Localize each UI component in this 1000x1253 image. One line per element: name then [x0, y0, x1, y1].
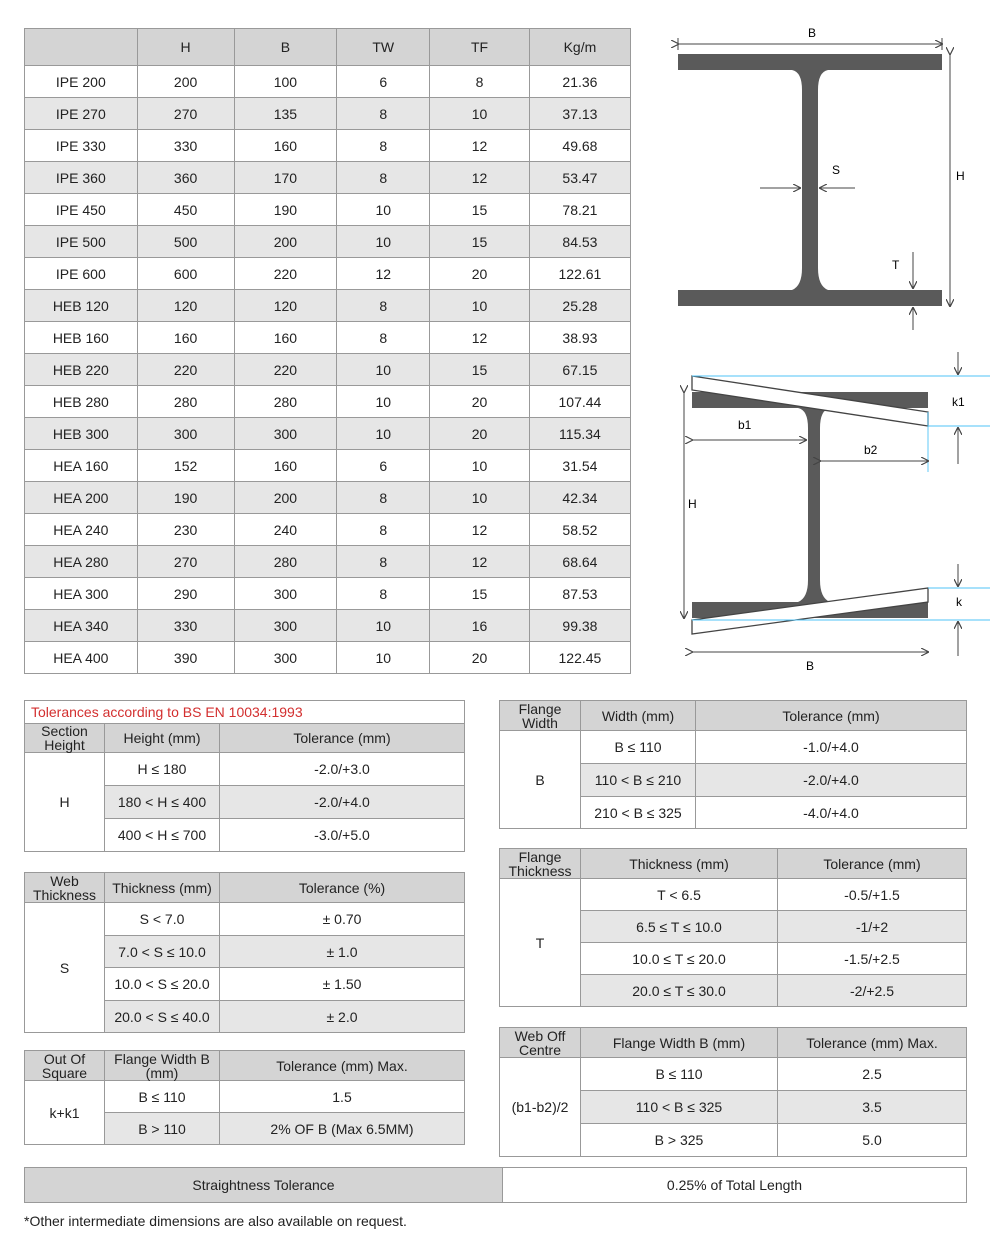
- table-row: [25, 130, 631, 162]
- table-cell: 170: [234, 162, 337, 194]
- tolerance-cell: -4.0/+4.0: [696, 797, 967, 829]
- table-cell: 300: [137, 418, 234, 450]
- table-cell: 12: [337, 258, 430, 290]
- table-cell: 53.47: [529, 162, 630, 194]
- table-cell: 49.68: [529, 130, 630, 162]
- column-header: Tolerance (mm) Max.: [220, 1051, 465, 1081]
- table-cell: 360: [137, 162, 234, 194]
- out-of-square-tolerance-table: [24, 1050, 465, 1145]
- tolerance-cell: 5.0: [778, 1124, 967, 1157]
- table-cell: 190: [137, 482, 234, 514]
- flange-thickness-tolerance-table: [499, 848, 967, 1007]
- range-cell: 20.0 < S ≤ 40.0: [105, 1001, 220, 1033]
- column-header: Section Height: [25, 724, 105, 753]
- table-cell: 15: [430, 226, 530, 258]
- table-row: [25, 98, 631, 130]
- range-cell: 6.5 ≤ T ≤ 10.0: [581, 911, 778, 943]
- table-cell: 160: [234, 322, 337, 354]
- column-header: Out Of Square: [25, 1051, 105, 1081]
- table-row: [25, 642, 631, 674]
- table-cell: 160: [234, 130, 337, 162]
- table-row: [25, 194, 631, 226]
- tolerance-cell: -1.0/+4.0: [696, 731, 967, 764]
- table-cell: 10: [337, 354, 430, 386]
- table-cell: 220: [137, 354, 234, 386]
- table-cell: 280: [234, 546, 337, 578]
- table-cell: 10: [430, 450, 530, 482]
- table-cell: 500: [137, 226, 234, 258]
- column-header: TW: [337, 29, 430, 66]
- table-cell: 240: [234, 514, 337, 546]
- table-cell: 135: [234, 98, 337, 130]
- table-cell: 200: [137, 66, 234, 98]
- table-row: [25, 418, 631, 450]
- table-row: [500, 731, 967, 764]
- dim-label-s: S: [832, 163, 841, 177]
- dim-label-b: B: [806, 659, 815, 672]
- group-cell: T: [500, 879, 581, 1007]
- table-cell: 20: [430, 418, 530, 450]
- tolerance-cell: -2.0/+4.0: [220, 786, 465, 819]
- tolerance-cell: -2.0/+4.0: [696, 764, 967, 797]
- table-cell: 10: [337, 226, 430, 258]
- column-header: Tolerance (mm): [220, 724, 465, 753]
- tolerance-cell: 1.5: [220, 1081, 465, 1113]
- table-cell: 6: [337, 66, 430, 98]
- section-height-tolerance-table: [24, 700, 465, 852]
- table-cell: 160: [234, 450, 337, 482]
- table-row: [25, 290, 631, 322]
- tolerance-cell: ± 0.70: [220, 903, 465, 936]
- table-row: [25, 322, 631, 354]
- table-cell: 10: [337, 610, 430, 642]
- table-cell: 15: [430, 354, 530, 386]
- table-cell: 8: [337, 578, 430, 610]
- section-name-cell: HEA 340: [25, 610, 138, 642]
- table-cell: 10: [430, 482, 530, 514]
- table-cell: 230: [137, 514, 234, 546]
- table-row: [25, 354, 631, 386]
- column-header: Kg/m: [529, 29, 630, 66]
- range-cell: 110 < B ≤ 325: [581, 1091, 778, 1124]
- range-cell: T < 6.5: [581, 879, 778, 911]
- column-header: Flange Width B (mm): [581, 1028, 778, 1058]
- table-cell: 270: [137, 98, 234, 130]
- group-cell: k+k1: [25, 1081, 105, 1145]
- i-beam-section-diagram: [660, 20, 980, 340]
- table-row: [25, 546, 631, 578]
- table-cell: 8: [430, 66, 530, 98]
- table-cell: 450: [137, 194, 234, 226]
- section-name-cell: HEB 300: [25, 418, 138, 450]
- column-header: Flange Width B (mm): [105, 1051, 220, 1081]
- table-cell: 122.61: [529, 258, 630, 290]
- section-name-cell: HEA 300: [25, 578, 138, 610]
- table-cell: 10: [430, 98, 530, 130]
- group-cell: (b1-b2)/2: [500, 1058, 581, 1157]
- tolerance-cell: -1.5/+2.5: [778, 943, 967, 975]
- dim-label-t: T: [892, 258, 900, 272]
- table-cell: 220: [234, 258, 337, 290]
- range-cell: 10.0 < S ≤ 20.0: [105, 968, 220, 1001]
- table-cell: 31.54: [529, 450, 630, 482]
- flange-width-tolerance-table: [499, 700, 967, 829]
- table-cell: 280: [137, 386, 234, 418]
- section-name-cell: HEA 200: [25, 482, 138, 514]
- tolerance-cell: -2/+2.5: [778, 975, 967, 1007]
- group-cell: S: [25, 903, 105, 1033]
- column-header: Width (mm): [581, 701, 696, 731]
- section-name-cell: HEB 160: [25, 322, 138, 354]
- table-cell: 200: [234, 482, 337, 514]
- range-cell: 10.0 ≤ T ≤ 20.0: [581, 943, 778, 975]
- table-cell: 122.45: [529, 642, 630, 674]
- table-row: [25, 66, 631, 98]
- column-header: Height (mm): [105, 724, 220, 753]
- table-cell: 8: [337, 546, 430, 578]
- dim-label-b1: b1: [738, 418, 752, 432]
- table-cell: 20: [430, 386, 530, 418]
- footnote: *Other intermediate dimensions are also available on request.: [24, 1213, 407, 1229]
- group-cell: B: [500, 731, 581, 829]
- section-name-cell: HEB 220: [25, 354, 138, 386]
- tolerance-cell: ± 2.0: [220, 1001, 465, 1033]
- section-name-cell: IPE 500: [25, 226, 138, 258]
- table-cell: 12: [430, 546, 530, 578]
- tolerance-cell: -1/+2: [778, 911, 967, 943]
- table-cell: 12: [430, 514, 530, 546]
- dim-label-b2: b2: [864, 443, 878, 457]
- column-header: Thickness (mm): [105, 873, 220, 903]
- dim-label-k: k: [956, 595, 962, 609]
- table-cell: 16: [430, 610, 530, 642]
- table-row: [25, 482, 631, 514]
- table-row: [25, 450, 631, 482]
- section-name-cell: HEA 160: [25, 450, 138, 482]
- table-cell: 220: [234, 354, 337, 386]
- table-cell: 15: [430, 578, 530, 610]
- table-cell: 38.93: [529, 322, 630, 354]
- table-cell: 160: [137, 322, 234, 354]
- table-cell: 152: [137, 450, 234, 482]
- table-cell: 12: [430, 130, 530, 162]
- table-cell: 8: [337, 514, 430, 546]
- range-cell: S < 7.0: [105, 903, 220, 936]
- column-header: Flange Width: [500, 701, 581, 731]
- range-cell: 180 < H ≤ 400: [105, 786, 220, 819]
- dim-label-k1: k1: [952, 395, 965, 409]
- table-cell: 67.15: [529, 354, 630, 386]
- section-name-cell: HEB 280: [25, 386, 138, 418]
- range-cell: 210 < B ≤ 325: [581, 797, 696, 829]
- table-cell: 6: [337, 450, 430, 482]
- table-cell: 390: [137, 642, 234, 674]
- section-name-cell: HEA 240: [25, 514, 138, 546]
- table-cell: 20: [430, 258, 530, 290]
- column-header: H: [137, 29, 234, 66]
- table-cell: 10: [337, 418, 430, 450]
- table-cell: 107.44: [529, 386, 630, 418]
- table-cell: 100: [234, 66, 337, 98]
- column-header: Tolerance (mm) Max.: [778, 1028, 967, 1058]
- table-cell: 8: [337, 290, 430, 322]
- table-cell: 300: [234, 610, 337, 642]
- column-header: Thickness (mm): [581, 849, 778, 879]
- column-header: Tolerance (mm): [696, 701, 967, 731]
- table-cell: 300: [234, 578, 337, 610]
- table-row: [25, 903, 465, 936]
- table-row: [25, 514, 631, 546]
- table-row: [25, 753, 465, 786]
- web-off-centre-tolerance-table: [499, 1027, 967, 1157]
- column-header: Tolerance (mm): [778, 849, 967, 879]
- table-cell: 12: [430, 322, 530, 354]
- table-cell: 25.28: [529, 290, 630, 322]
- table-cell: 330: [137, 130, 234, 162]
- straightness-value: 0.25% of Total Length: [503, 1168, 967, 1203]
- table-cell: 600: [137, 258, 234, 290]
- section-name-cell: IPE 600: [25, 258, 138, 290]
- section-name-cell: IPE 450: [25, 194, 138, 226]
- table-cell: 10: [337, 194, 430, 226]
- table-row: [25, 386, 631, 418]
- section-name-cell: HEA 280: [25, 546, 138, 578]
- range-cell: 7.0 < S ≤ 10.0: [105, 936, 220, 968]
- table-cell: 15: [430, 194, 530, 226]
- column-header: [25, 29, 138, 66]
- straightness-tolerance-table: [24, 1167, 967, 1203]
- section-name-cell: IPE 270: [25, 98, 138, 130]
- tolerance-cell: 3.5: [778, 1091, 967, 1124]
- table-row: [500, 1058, 967, 1091]
- table-cell: 99.38: [529, 610, 630, 642]
- table-cell: 270: [137, 546, 234, 578]
- section-name-cell: IPE 200: [25, 66, 138, 98]
- tolerance-cell: ± 1.0: [220, 936, 465, 968]
- table-cell: 290: [137, 578, 234, 610]
- i-beam-profile: [678, 54, 942, 306]
- i-beam-profile: [692, 392, 928, 618]
- column-header: Web Thickness: [25, 873, 105, 903]
- table-header-row: [25, 29, 631, 66]
- table-cell: 330: [137, 610, 234, 642]
- table-cell: 21.36: [529, 66, 630, 98]
- table-row: [25, 1081, 465, 1113]
- table-cell: 42.34: [529, 482, 630, 514]
- table-cell: 12: [430, 162, 530, 194]
- dim-label-h: H: [956, 169, 965, 183]
- table-cell: 200: [234, 226, 337, 258]
- tolerance-cell: -3.0/+5.0: [220, 819, 465, 852]
- table-cell: 120: [137, 290, 234, 322]
- range-cell: B > 110: [105, 1113, 220, 1145]
- tolerance-cell: 2% OF B (Max 6.5MM): [220, 1113, 465, 1145]
- table-cell: 20: [430, 642, 530, 674]
- table-cell: 68.64: [529, 546, 630, 578]
- column-header: TF: [430, 29, 530, 66]
- section-name-cell: IPE 330: [25, 130, 138, 162]
- table-cell: 58.52: [529, 514, 630, 546]
- table-cell: 8: [337, 162, 430, 194]
- table-cell: 300: [234, 418, 337, 450]
- tolerance-title: Tolerances according to BS EN 10034:1993: [25, 701, 465, 724]
- range-cell: B > 325: [581, 1124, 778, 1157]
- column-header: Web Off Centre: [500, 1028, 581, 1058]
- range-cell: B ≤ 110: [105, 1081, 220, 1113]
- table-cell: 8: [337, 98, 430, 130]
- column-header: Flange Thickness: [500, 849, 581, 879]
- table-cell: 8: [337, 482, 430, 514]
- table-cell: 87.53: [529, 578, 630, 610]
- table-row: [25, 610, 631, 642]
- table-row: [25, 162, 631, 194]
- column-header: Tolerance (%): [220, 873, 465, 903]
- group-cell: H: [25, 753, 105, 852]
- range-cell: B ≤ 110: [581, 731, 696, 764]
- out-of-square-diagram: [660, 348, 1000, 672]
- table-cell: 8: [337, 322, 430, 354]
- column-header: B: [234, 29, 337, 66]
- table-row: [25, 226, 631, 258]
- table-cell: 280: [234, 386, 337, 418]
- table-cell: 115.34: [529, 418, 630, 450]
- range-cell: 20.0 ≤ T ≤ 30.0: [581, 975, 778, 1007]
- table-cell: 10: [337, 642, 430, 674]
- table-cell: 10: [337, 386, 430, 418]
- table-row: [25, 578, 631, 610]
- table-cell: 37.13: [529, 98, 630, 130]
- table-cell: 8: [337, 130, 430, 162]
- web-thickness-tolerance-table: [24, 872, 465, 1033]
- table-cell: 120: [234, 290, 337, 322]
- straightness-label: Straightness Tolerance: [25, 1168, 503, 1203]
- dim-label-h: H: [688, 497, 697, 511]
- section-name-cell: IPE 360: [25, 162, 138, 194]
- table-cell: 190: [234, 194, 337, 226]
- dim-label-b: B: [808, 26, 817, 40]
- tolerance-cell: -0.5/+1.5: [778, 879, 967, 911]
- table-row: [500, 879, 967, 911]
- range-cell: 110 < B ≤ 210: [581, 764, 696, 797]
- table-cell: 300: [234, 642, 337, 674]
- section-name-cell: HEA 400: [25, 642, 138, 674]
- section-dimensions-table: [24, 28, 631, 674]
- tolerance-cell: 2.5: [778, 1058, 967, 1091]
- tolerance-cell: -2.0/+3.0: [220, 753, 465, 786]
- section-name-cell: HEB 120: [25, 290, 138, 322]
- range-cell: 400 < H ≤ 700: [105, 819, 220, 852]
- table-cell: 78.21: [529, 194, 630, 226]
- table-cell: 84.53: [529, 226, 630, 258]
- range-cell: B ≤ 110: [581, 1058, 778, 1091]
- table-row: [25, 258, 631, 290]
- table-cell: 10: [430, 290, 530, 322]
- range-cell: H ≤ 180: [105, 753, 220, 786]
- tolerance-cell: ± 1.50: [220, 968, 465, 1001]
